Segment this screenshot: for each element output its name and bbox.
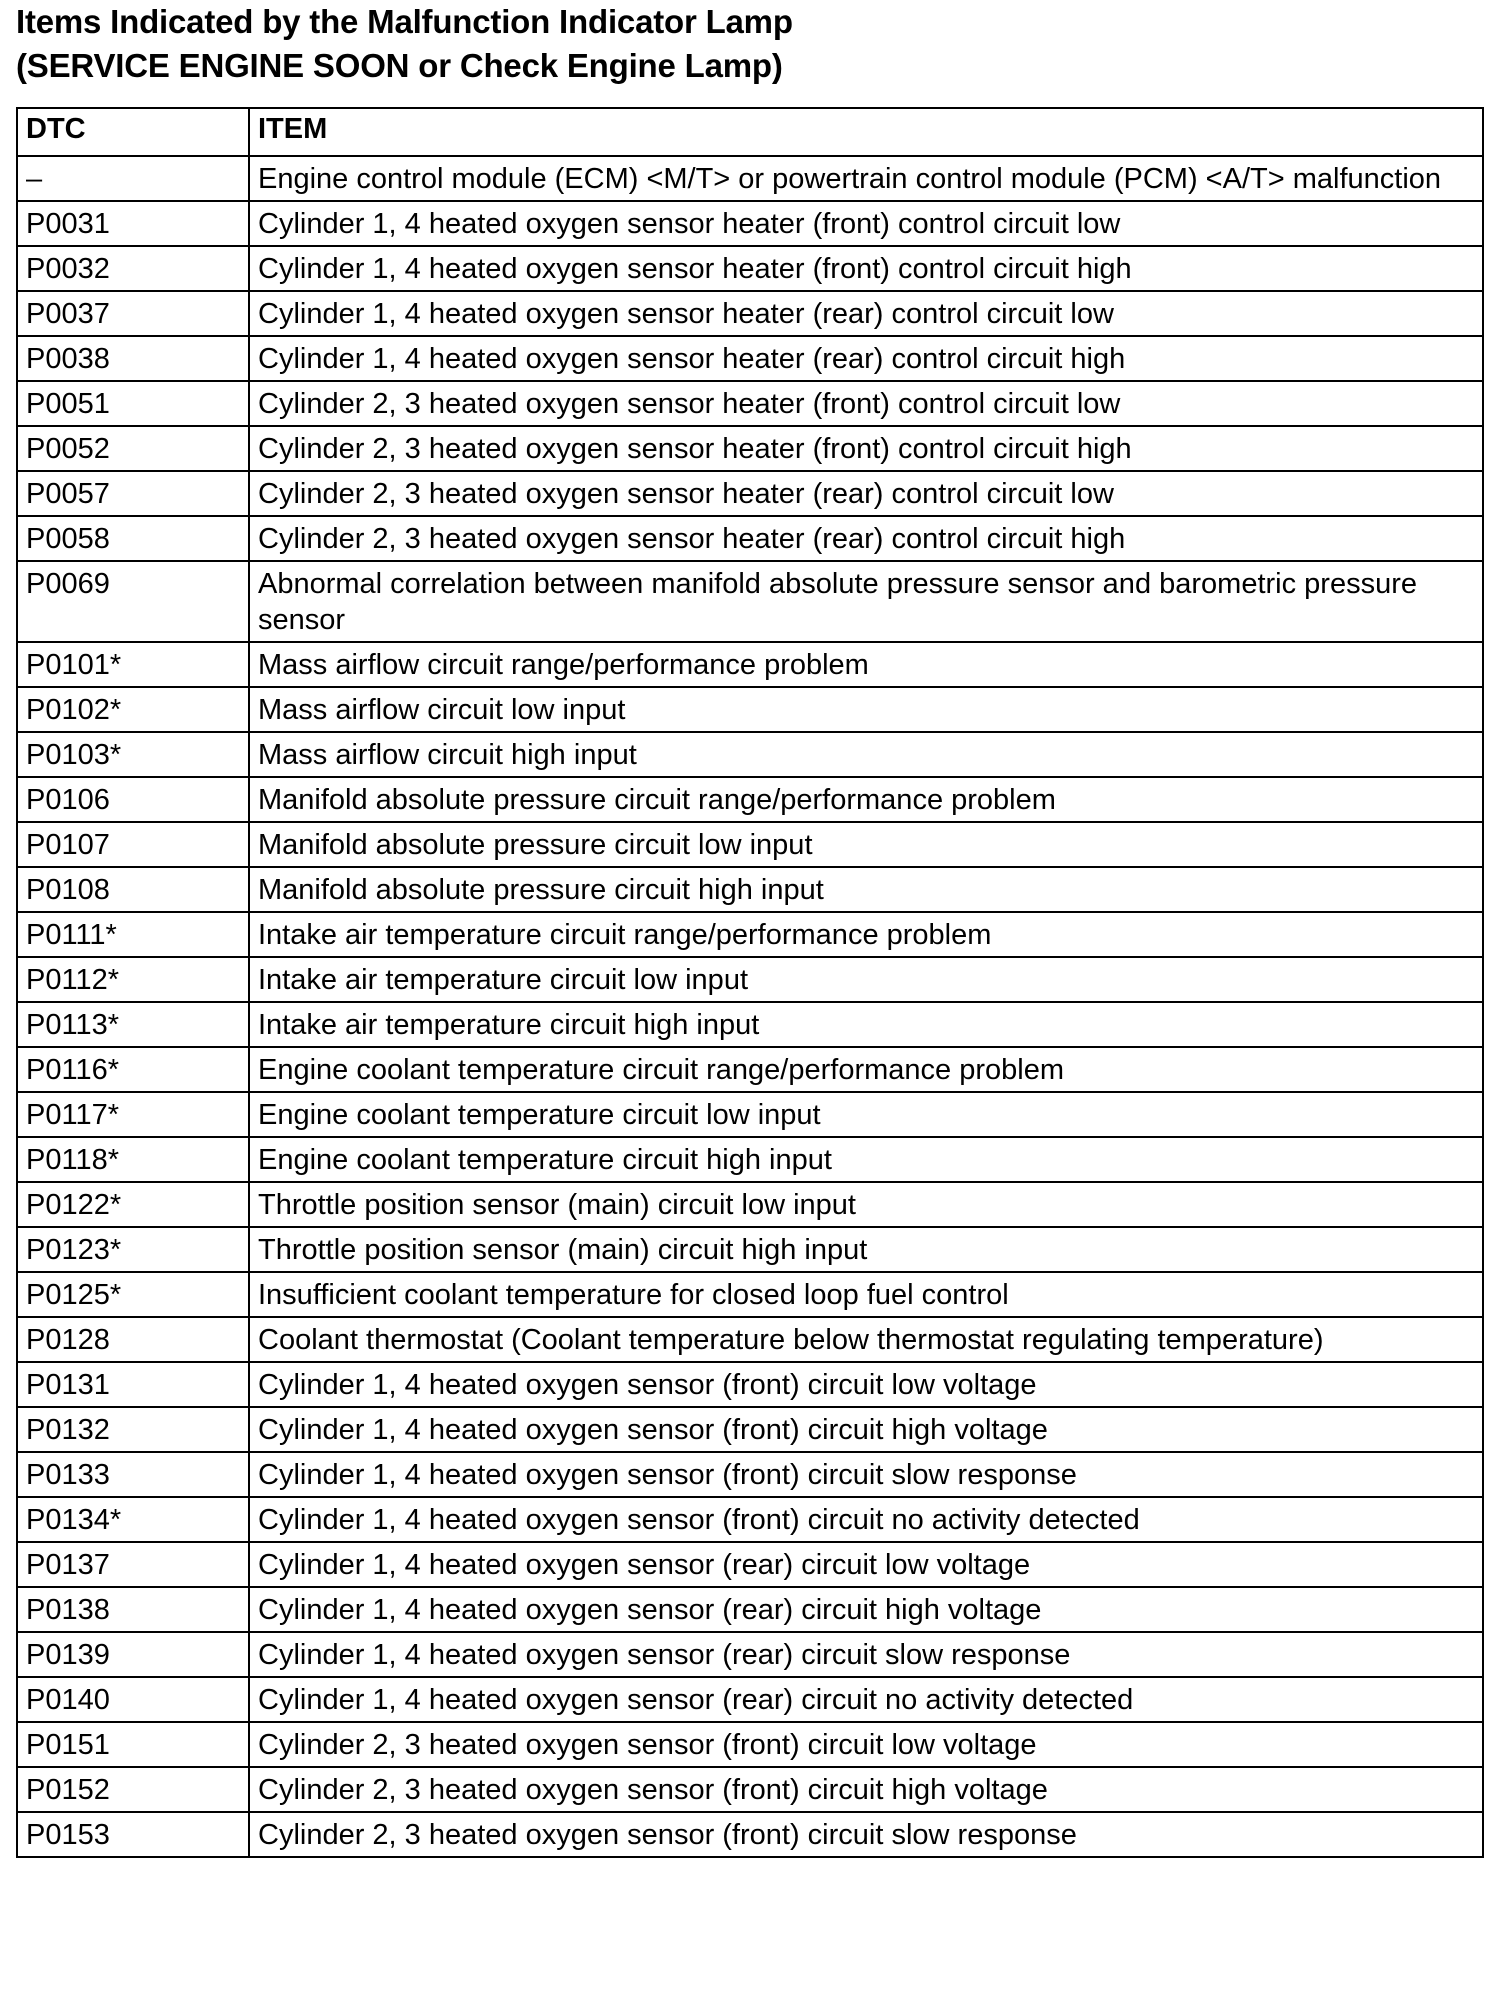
dtc-code-cell: P0112* [17,957,249,1002]
title-line-1: Items Indicated by the Malfunction Indicator Lamp [16,3,793,40]
item-description-cell: Cylinder 2, 3 heated oxygen sensor heater (front) control circuit high [249,426,1483,471]
dtc-code-cell: P0132 [17,1407,249,1452]
title-line-2: (SERVICE ENGINE SOON or Check Engine Lamp) [16,47,783,84]
item-description-cell: Throttle position sensor (main) circuit high input [249,1227,1483,1272]
dtc-code-cell: P0122* [17,1182,249,1227]
dtc-code-cell: P0052 [17,426,249,471]
dtc-code-cell: P0037 [17,291,249,336]
table-row [17,732,1483,777]
item-description-cell: Cylinder 1, 4 heated oxygen sensor (rear) circuit low voltage [249,1542,1483,1587]
table-header-row [17,108,1483,156]
dtc-code-cell: P0051 [17,381,249,426]
table-row [17,822,1483,867]
table-row [17,336,1483,381]
dtc-code-cell: P0106 [17,777,249,822]
dtc-code-cell: P0137 [17,1542,249,1587]
item-description-cell: Cylinder 2, 3 heated oxygen sensor heater (rear) control circuit low [249,471,1483,516]
item-description-cell: Cylinder 1, 4 heated oxygen sensor heater (rear) control circuit low [249,291,1483,336]
table-row [17,1632,1483,1677]
table-row [17,867,1483,912]
item-description-cell: Throttle position sensor (main) circuit low input [249,1182,1483,1227]
table-row [17,1092,1483,1137]
dtc-code-cell: P0116* [17,1047,249,1092]
item-description-cell: Cylinder 2, 3 heated oxygen sensor (front) circuit slow response [249,1812,1483,1857]
dtc-code-cell: P0117* [17,1092,249,1137]
dtc-code-cell: P0134* [17,1497,249,1542]
table-row [17,1047,1483,1092]
table-row [17,1542,1483,1587]
table-row [17,1137,1483,1182]
dtc-code-cell: P0057 [17,471,249,516]
dtc-code-cell: P0123* [17,1227,249,1272]
table-row [17,291,1483,336]
table-row [17,516,1483,561]
dtc-code-cell: P0140 [17,1677,249,1722]
item-description-cell: Coolant thermostat (Coolant temperature below thermostat regulating temperature) [249,1317,1483,1362]
dtc-code-cell: P0103* [17,732,249,777]
table-row [17,246,1483,291]
item-description-cell: Intake air temperature circuit low input [249,957,1483,1002]
dtc-code-cell: P0151 [17,1722,249,1767]
item-description-cell: Insufficient coolant temperature for closed loop fuel control [249,1272,1483,1317]
table-row [17,1362,1483,1407]
header-item: ITEM [249,108,1483,156]
item-description-cell: Cylinder 1, 4 heated oxygen sensor heater (rear) control circuit high [249,336,1483,381]
item-description-cell: Manifold absolute pressure circuit high input [249,867,1483,912]
dtc-code-cell: P0111* [17,912,249,957]
item-description-cell: Manifold absolute pressure circuit range/performance problem [249,777,1483,822]
dtc-code-cell: P0152 [17,1767,249,1812]
dtc-code-cell: P0153 [17,1812,249,1857]
item-description-cell: Cylinder 2, 3 heated oxygen sensor heater (rear) control circuit high [249,516,1483,561]
item-description-cell: Cylinder 1, 4 heated oxygen sensor (rear) circuit high voltage [249,1587,1483,1632]
table-row [17,1722,1483,1767]
dtc-code-cell: P0031 [17,201,249,246]
table-row [17,1002,1483,1047]
item-description-cell: Engine control module (ECM) <M/T> or powertrain control module (PCM) <A/T> malfunction [249,156,1483,201]
dtc-code-cell: P0139 [17,1632,249,1677]
table-row [17,1587,1483,1632]
item-description-cell: Cylinder 2, 3 heated oxygen sensor heater (front) control circuit low [249,381,1483,426]
table-row [17,1452,1483,1497]
table-row [17,156,1483,201]
dtc-code-cell: P0058 [17,516,249,561]
item-description-cell: Engine coolant temperature circuit range/performance problem [249,1047,1483,1092]
dtc-code-cell: P0069 [17,561,249,642]
dtc-code-cell: P0032 [17,246,249,291]
dtc-code-cell: P0133 [17,1452,249,1497]
dtc-code-cell: P0101* [17,642,249,687]
table-row [17,1677,1483,1722]
table-row [17,687,1483,732]
item-description-cell: Engine coolant temperature circuit low input [249,1092,1483,1137]
item-description-cell: Cylinder 1, 4 heated oxygen sensor (front) circuit low voltage [249,1362,1483,1407]
item-description-cell: Cylinder 2, 3 heated oxygen sensor (front) circuit low voltage [249,1722,1483,1767]
table-row [17,1182,1483,1227]
table-row [17,777,1483,822]
item-description-cell: Intake air temperature circuit high input [249,1002,1483,1047]
dtc-code-cell: P0128 [17,1317,249,1362]
item-description-cell: Mass airflow circuit low input [249,687,1483,732]
dtc-code-cell: P0131 [17,1362,249,1407]
item-description-cell: Intake air temperature circuit range/performance problem [249,912,1483,957]
item-description-cell: Cylinder 1, 4 heated oxygen sensor (rear) circuit slow response [249,1632,1483,1677]
table-row [17,381,1483,426]
table-row [17,471,1483,516]
item-description-cell: Cylinder 2, 3 heated oxygen sensor (front) circuit high voltage [249,1767,1483,1812]
item-description-cell: Mass airflow circuit high input [249,732,1483,777]
table-row [17,1407,1483,1452]
dtc-code-cell: P0138 [17,1587,249,1632]
table-row [17,1812,1483,1857]
table-row [17,561,1483,642]
table-row [17,912,1483,957]
table-row [17,1227,1483,1272]
item-description-cell: Cylinder 1, 4 heated oxygen sensor heater (front) control circuit low [249,201,1483,246]
item-description-cell: Engine coolant temperature circuit high input [249,1137,1483,1182]
table-row [17,1767,1483,1812]
table-row [17,957,1483,1002]
table-row [17,426,1483,471]
header-dtc: DTC [17,108,249,156]
item-description-cell: Cylinder 1, 4 heated oxygen sensor (rear) circuit no activity detected [249,1677,1483,1722]
dtc-code-cell: – [17,156,249,201]
table-row [17,1497,1483,1542]
dtc-code-cell: P0107 [17,822,249,867]
item-description-cell: Cylinder 1, 4 heated oxygen sensor (front) circuit no activity detected [249,1497,1483,1542]
dtc-code-cell: P0113* [17,1002,249,1047]
table-row [17,201,1483,246]
item-description-cell: Mass airflow circuit range/performance problem [249,642,1483,687]
table-body [17,156,1483,1857]
dtc-code-cell: P0108 [17,867,249,912]
dtc-table [16,107,1484,1858]
item-description-cell: Abnormal correlation between manifold absolute pressure sensor and barometric pressure sensor [249,561,1483,642]
dtc-code-cell: P0125* [17,1272,249,1317]
page-title [16,0,1476,88]
table-row [17,642,1483,687]
dtc-code-cell: P0118* [17,1137,249,1182]
item-description-cell: Cylinder 1, 4 heated oxygen sensor (front) circuit high voltage [249,1407,1483,1452]
item-description-cell: Cylinder 1, 4 heated oxygen sensor (front) circuit slow response [249,1452,1483,1497]
table-row [17,1272,1483,1317]
table-row [17,1317,1483,1362]
dtc-code-cell: P0038 [17,336,249,381]
item-description-cell: Cylinder 1, 4 heated oxygen sensor heater (front) control circuit high [249,246,1483,291]
dtc-code-cell: P0102* [17,687,249,732]
item-description-cell: Manifold absolute pressure circuit low input [249,822,1483,867]
